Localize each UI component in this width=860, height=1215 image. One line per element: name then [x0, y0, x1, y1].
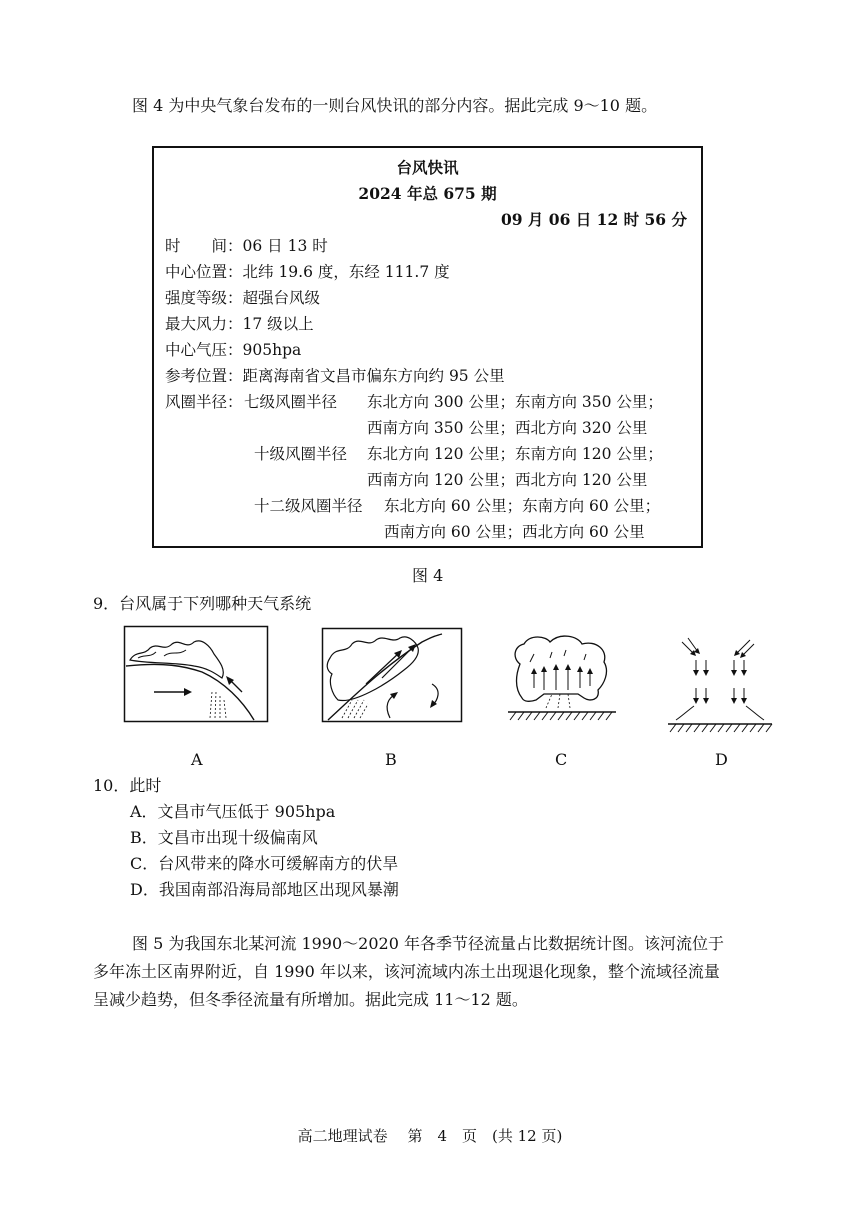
radius-12-line2: 西南方向 60 公里；西北方向 60 公里 [384, 523, 645, 541]
q9-stem: 9．台风属于下列哪种天气系统 [93, 594, 312, 613]
row-value: 距离海南省文昌市偏东方向约 95 公里 [242, 367, 505, 385]
row-label: 强度等级： [165, 289, 243, 307]
bulletin-row-intensity [165, 288, 320, 308]
row-label: 时 间： [165, 237, 243, 255]
diagram-b-warm-front [322, 628, 462, 722]
para5-line3: 呈减少趋势，但冬季径流量有所增加。据此完成 11～12 题。 [93, 990, 528, 1009]
bulletin-issue: 2024 年总 675 期 [358, 184, 497, 203]
q10-option-d[interactable]: D．我国南部沿海局部地区出现风暴潮 [130, 880, 399, 899]
q10-option-b[interactable]: B．文昌市出现十级偏南风 [130, 828, 318, 847]
diagram-a-cold-front [124, 626, 268, 722]
diagram-c-convection [500, 628, 622, 730]
row-value: 17 级以上 [242, 315, 314, 333]
option-letter-c[interactable]: C [555, 750, 568, 769]
row-label: 最大风力： [165, 315, 243, 333]
radius-10-line2: 西南方向 120 公里；西北方向 120 公里 [367, 471, 648, 489]
q10-stem: 10．此时 [93, 776, 162, 795]
bulletin-row-time [165, 236, 328, 256]
row-label: 参考位置： [165, 367, 243, 385]
row-value: 超强台风级 [242, 289, 321, 307]
page-footer: 高二地理试卷 第 4 页 (共 12 页) [297, 1127, 563, 1145]
radius-12-name: 十二级风圈半径 [254, 497, 363, 515]
diagram-d-descending-air [666, 634, 776, 734]
para5-line1: 图 5 为我国东北某河流 1990～2020 年各季节径流量占比数据统计图。该河流位于 [132, 934, 724, 953]
radius-label: 风圈半径： [165, 393, 243, 411]
para5-line2: 多年冻土区南界附近，自 1990 年以来，该河流域内冻土出现退化现象，整个流域径流量 [93, 962, 720, 981]
typhoon-bulletin-box [152, 146, 703, 548]
radius-10-name: 十级风圈半径 [254, 445, 348, 463]
radius-12-line1: 东北方向 60 公里；东南方向 60 公里； [384, 497, 661, 515]
bulletin-row-pressure [165, 340, 301, 360]
row-value: 06 日 13 时 [242, 237, 328, 255]
bulletin-issued-at: 09 月 06 日 12 时 56 分 [500, 210, 687, 229]
row-label: 中心位置： [165, 263, 243, 281]
bulletin-row-max-wind [165, 314, 314, 334]
bulletin-row-reference [165, 366, 505, 386]
q10-option-a[interactable]: A．文昌市气压低于 905hpa [130, 802, 336, 821]
bulletin-row-center-position [165, 262, 450, 282]
radius-10-line1: 东北方向 120 公里；东南方向 120 公里； [367, 445, 663, 463]
option-letter-b[interactable]: B [385, 750, 397, 769]
option-letter-a[interactable]: A [191, 750, 203, 769]
radius-7-name: 七级风圈半径 [244, 393, 338, 411]
row-value: 905hpa [242, 341, 302, 359]
intro-text: 图 4 为中央气象台发布的一则台风快讯的部分内容。据此完成 9～10 题。 [132, 96, 658, 115]
option-letter-d[interactable]: D [715, 750, 728, 769]
radius-7-line2: 西南方向 350 公里；西北方向 320 公里 [367, 419, 648, 437]
row-value: 北纬 19.6 度，东经 111.7 度 [242, 263, 450, 281]
bulletin-title: 台风快讯 [396, 158, 459, 177]
row-label: 中心气压： [165, 341, 243, 359]
radius-7-line1: 东北方向 300 公里；东南方向 350 公里； [367, 393, 663, 411]
q10-option-c[interactable]: C．台风带来的降水可缓解南方的伏旱 [130, 854, 399, 873]
figure4-caption: 图 4 [412, 566, 444, 585]
